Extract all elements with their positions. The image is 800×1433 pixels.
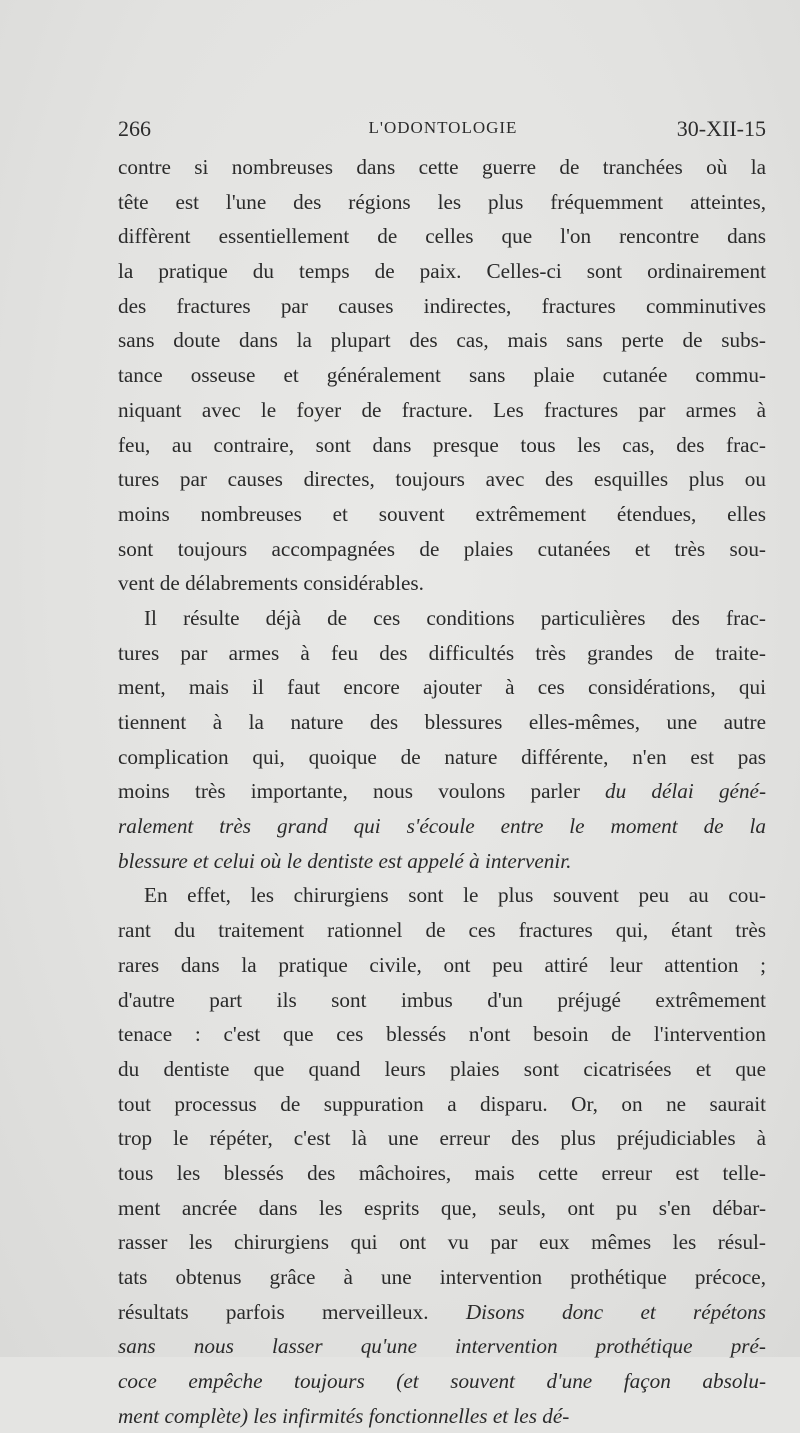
text-run: ment ancrée dans les esprits que, seuls, ont pu s'en débar-: [118, 1195, 766, 1220]
text-line: [118, 948, 766, 983]
text-line: [118, 878, 766, 913]
text-run: du dentiste que quand leurs plaies sont cicatrisées et que: [118, 1056, 766, 1081]
text-run: rares dans la pratique civile, ont peu attiré leur attention ;: [118, 952, 766, 977]
text-line: [118, 740, 766, 775]
text-run: ment, mais il faut encore ajouter à ces considérations, qui: [118, 675, 766, 700]
paragraph: [118, 601, 766, 879]
text-line: [118, 358, 766, 393]
italic-run: coce empêche toujours (et souvent d'une façon absolu-: [118, 1369, 766, 1394]
text-run: tête est l'une des régions les plus fréquemment atteintes,: [118, 189, 766, 214]
text-line: [118, 636, 766, 671]
text-line: [118, 1399, 766, 1433]
text-run: rant du traitement rationnel de ces fractures qui, étant très: [118, 918, 766, 943]
text-run: résultats parfois merveilleux.: [118, 1299, 466, 1324]
text-line: [118, 566, 766, 601]
text-run: la pratique du temps de paix. Celles-ci sont ordinairement: [118, 259, 766, 284]
text-line: [118, 983, 766, 1018]
text-line: [118, 532, 766, 567]
text-line: [118, 1156, 766, 1191]
page-number: 266: [118, 116, 151, 141]
text-run: tenace : c'est que ces blessés n'ont besoin de l'intervention: [118, 1022, 766, 1047]
text-run: sans doute dans la plupart des cas, mais sans perte de subs-: [118, 328, 766, 353]
text-line: [118, 1087, 766, 1122]
text-run: trop le répéter, c'est là une erreur des plus préjudiciables à: [118, 1126, 766, 1151]
italic-run: sans nous lasser qu'une intervention prothétique pré-: [118, 1334, 766, 1359]
text-run: vent de délabrements considérables.: [118, 571, 424, 596]
text-line: [118, 705, 766, 740]
text-line: [118, 601, 766, 636]
text-line: [118, 774, 766, 809]
text-line: [118, 428, 766, 463]
text-line: [118, 913, 766, 948]
text-run: diffèrent essentiellement de celles que l'on rencontre dans: [118, 224, 766, 249]
issue-date: 30-XII-15: [676, 116, 766, 141]
text-line: [118, 1225, 766, 1260]
text-run: moins nombreuses et souvent extrêmement étendues, elles: [118, 501, 766, 526]
text-run: moins très importante, nous voulons parler: [118, 779, 606, 804]
text-run: contre si nombreuses dans cette guerre de tranchées où la: [118, 155, 766, 179]
text-line: [118, 809, 766, 844]
text-run: En effet, les chirurgiens sont le plus souvent peu au cou-: [144, 883, 766, 908]
text-line: [118, 1121, 766, 1156]
text-line: [118, 393, 766, 428]
text-run: rasser les chirurgiens qui ont vu par eux mêmes les résul-: [118, 1230, 766, 1255]
text-line: [118, 670, 766, 705]
text-run: tance osseuse et généralement sans plaie cutanée commu-: [118, 363, 766, 388]
journal-title: L'ODONTOLOGIE: [368, 118, 518, 137]
text-line: [118, 254, 766, 289]
paragraph: [118, 150, 766, 601]
text-line: [118, 1364, 766, 1399]
text-line: [118, 323, 766, 358]
text-run: niquant avec le foyer de fracture. Les fractures par armes à: [118, 397, 766, 422]
text-line: [118, 1017, 766, 1052]
italic-run: ment complète) les infirmités fonctionnelles et les dé-: [118, 1403, 570, 1428]
text-line: [118, 1329, 766, 1364]
text-line: [118, 289, 766, 324]
text-run: feu, au contraire, sont dans presque tous les cas, des frac-: [118, 432, 766, 457]
text-line: [118, 844, 766, 879]
text-run: tats obtenus grâce à une intervention prothétique précoce,: [118, 1265, 766, 1289]
italic-run: du délai géné-: [605, 779, 766, 804]
text-line: [118, 219, 766, 254]
italic-run: blessure et celui où le dentiste est appelé à intervenir.: [118, 848, 572, 873]
text-line: [118, 150, 766, 185]
paragraph: [118, 878, 766, 1433]
text-line: [118, 1191, 766, 1226]
body-text: [118, 150, 766, 1433]
text-line: [118, 185, 766, 220]
text-run: Il résulte déjà de ces conditions particulières des frac-: [144, 605, 766, 630]
text-line: [118, 497, 766, 532]
text-run: tiennent à la nature des blessures elles-mêmes, une autre: [118, 710, 766, 734]
text-run: des fractures par causes indirectes, fractures comminutives: [118, 293, 766, 318]
text-run: d'autre part ils sont imbus d'un préjugé extrêmement: [118, 987, 766, 1012]
text-run: tures par armes à feu des difficultés très grandes de traite-: [118, 640, 766, 665]
text-run: sont toujours accompagnées de plaies cutanées et très sou-: [118, 536, 766, 561]
italic-run: Disons donc et répétons: [465, 1299, 766, 1324]
running-head: [118, 116, 768, 146]
text-line: [118, 1295, 766, 1330]
text-run: tures par causes directes, toujours avec des esquilles plus ou: [118, 467, 766, 492]
text-line: [118, 1052, 766, 1087]
italic-run: ralement très grand qui s'écoule entre le moment de la: [118, 814, 766, 839]
text-line: [118, 1260, 766, 1295]
text-run: tous les blessés des mâchoires, mais cette erreur est telle-: [118, 1160, 766, 1185]
text-line: [118, 462, 766, 497]
text-run: tout processus de suppuration a disparu. Or, on ne saurait: [118, 1091, 766, 1116]
text-run: complication qui, quoique de nature différente, n'en est pas: [118, 744, 766, 769]
